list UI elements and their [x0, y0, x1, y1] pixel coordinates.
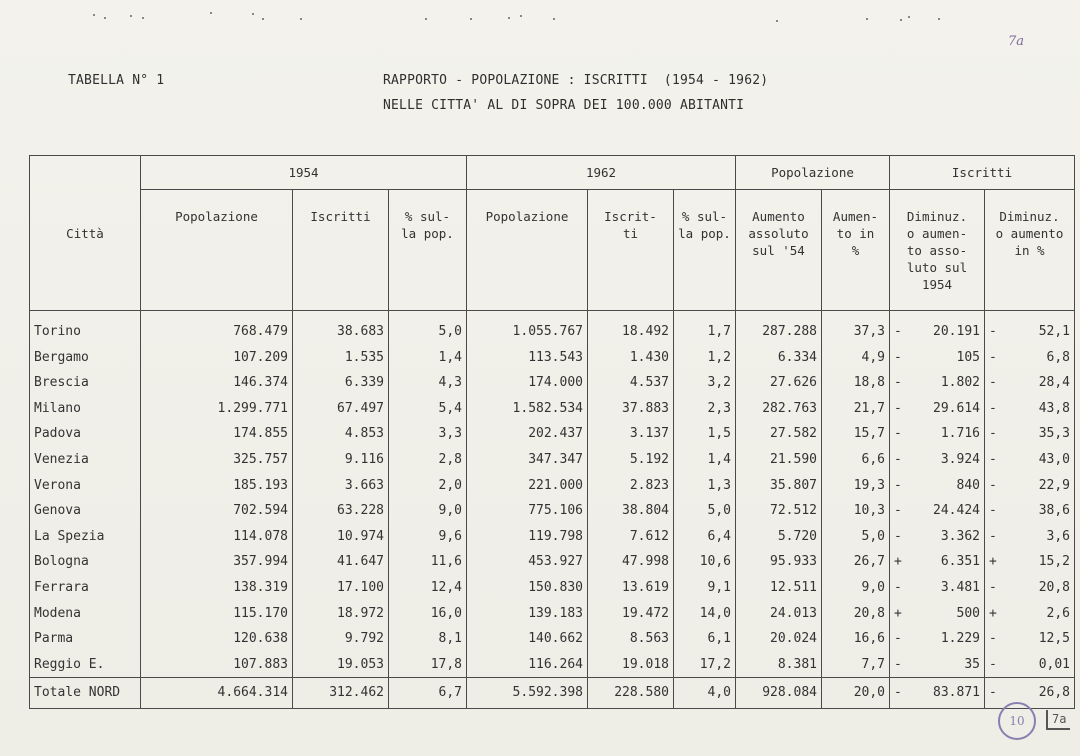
- header-diminuz-pct: Diminuz. o aumento in %: [985, 190, 1075, 311]
- cell-pct-1962: 1,3: [674, 473, 736, 499]
- sign: -: [989, 528, 997, 544]
- cell-iscr-1954: 6.339: [293, 370, 389, 396]
- cell-diminuz-assoluto: [890, 345, 985, 371]
- cell-pop-1962: 453.927: [467, 549, 588, 575]
- header-citta: Città: [30, 156, 141, 311]
- header-group-iscritti: Iscritti: [890, 156, 1075, 190]
- cell-pct-1962: 1,4: [674, 447, 736, 473]
- sign: +: [894, 554, 902, 570]
- value: 3.362: [940, 528, 980, 544]
- value: 43,0: [1038, 451, 1070, 467]
- cell-aumento-pct: 16,6: [822, 626, 890, 652]
- sign: -: [989, 477, 997, 493]
- value: 1.229: [940, 631, 980, 647]
- cell-pop-1954: 146.374: [141, 370, 293, 396]
- sign: -: [989, 349, 997, 365]
- cell-iscr-1962: 38.804: [588, 498, 674, 524]
- cell-iscr-1954: 312.462: [293, 678, 389, 709]
- cell-diminuz-pct: [985, 498, 1075, 524]
- cell-pct-1954: 5,4: [389, 396, 467, 422]
- cell-iscr-1962: 47.998: [588, 549, 674, 575]
- cell-diminuz-assoluto: [890, 473, 985, 499]
- header-pct-1954: % sul- la pop.: [389, 190, 467, 311]
- cell-iscr-1962: 37.883: [588, 396, 674, 422]
- cell-pop-1954: 120.638: [141, 626, 293, 652]
- sign: -: [989, 656, 997, 672]
- cell-pop-1962: 202.437: [467, 421, 588, 447]
- cell-iscr-1962: 3.137: [588, 421, 674, 447]
- table-row: [30, 524, 1075, 550]
- cell-pct-1962: 4,0: [674, 678, 736, 709]
- cell-pct-1954: 12,4: [389, 575, 467, 601]
- cell-pop-1962: 174.000: [467, 370, 588, 396]
- cell-iscr-1954: 38.683: [293, 311, 389, 345]
- cell-pop-1962: 1.582.534: [467, 396, 588, 422]
- cell-diminuz-pct: [985, 311, 1075, 345]
- value: 840: [956, 477, 980, 493]
- cell-iscr-1962: 18.492: [588, 311, 674, 345]
- cell-pop-1954: 107.209: [141, 345, 293, 371]
- table-row: [30, 652, 1075, 678]
- cell-pop-1954: 1.299.771: [141, 396, 293, 422]
- value: 3.481: [940, 579, 980, 595]
- cell-aumento-assoluto: 27.626: [736, 370, 822, 396]
- cell-diminuz-assoluto: [890, 652, 985, 678]
- cell-pop-1962: 1.055.767: [467, 311, 588, 345]
- cell-aumento-pct: 5,0: [822, 524, 890, 550]
- cell-pop-1962: 150.830: [467, 575, 588, 601]
- table-total-row: [30, 678, 1075, 709]
- circular-stamp: 10: [998, 702, 1036, 740]
- cell-pop-1954: 325.757: [141, 447, 293, 473]
- header-aumento-assoluto: Aumento assoluto sul '54: [736, 190, 822, 311]
- value: 24.424: [933, 503, 980, 519]
- table-row: [30, 549, 1075, 575]
- cell-aumento-assoluto: 24.013: [736, 601, 822, 627]
- sign: -: [989, 685, 997, 701]
- cell-iscr-1962: 4.537: [588, 370, 674, 396]
- cell-aumento-assoluto: 27.582: [736, 421, 822, 447]
- sign: -: [894, 349, 902, 365]
- cell-aumento-pct: 18,8: [822, 370, 890, 396]
- cell-pop-1962: 139.183: [467, 601, 588, 627]
- cell-pct-1954: 2,8: [389, 447, 467, 473]
- cell-pct-1962: 2,3: [674, 396, 736, 422]
- cell-diminuz-pct: [985, 473, 1075, 499]
- table-row: [30, 370, 1075, 396]
- cell-iscr-1954: 9.792: [293, 626, 389, 652]
- cell-pop-1954: 357.994: [141, 549, 293, 575]
- cell-iscr-1954: 19.053: [293, 652, 389, 678]
- value: 83.871: [933, 685, 980, 701]
- value: 20,8: [1038, 579, 1070, 595]
- header-group-popolazione: Popolazione: [736, 156, 890, 190]
- cell-iscr-1954: 67.497: [293, 396, 389, 422]
- cell-aumento-assoluto: 8.381: [736, 652, 822, 678]
- cell-city: Bergamo: [30, 345, 141, 371]
- cell-diminuz-pct: [985, 524, 1075, 550]
- cell-city: Torino: [30, 311, 141, 345]
- cell-iscr-1954: 10.974: [293, 524, 389, 550]
- cell-pct-1962: 3,2: [674, 370, 736, 396]
- sign: -: [894, 656, 902, 672]
- cell-pop-1954: 4.664.314: [141, 678, 293, 709]
- cell-pop-1954: 114.078: [141, 524, 293, 550]
- cell-pop-1954: 768.479: [141, 311, 293, 345]
- cell-aumento-pct: 19,3: [822, 473, 890, 499]
- cell-pct-1954: 16,0: [389, 601, 467, 627]
- cell-diminuz-assoluto: [890, 549, 985, 575]
- cell-city: Totale NORD: [30, 678, 141, 709]
- cell-aumento-assoluto: 287.288: [736, 311, 822, 345]
- cell-city: Modena: [30, 601, 141, 627]
- cell-city: Reggio E.: [30, 652, 141, 678]
- cell-city: Brescia: [30, 370, 141, 396]
- cell-pop-1954: 185.193: [141, 473, 293, 499]
- cell-aumento-assoluto: 95.933: [736, 549, 822, 575]
- cell-iscr-1954: 4.853: [293, 421, 389, 447]
- cell-pct-1954: 5,0: [389, 311, 467, 345]
- header-group-1954: 1954: [141, 156, 467, 190]
- cell-aumento-assoluto: 72.512: [736, 498, 822, 524]
- cell-pct-1954: 11,6: [389, 549, 467, 575]
- cell-aumento-pct: 21,7: [822, 396, 890, 422]
- cell-pct-1962: 1,7: [674, 311, 736, 345]
- sign: -: [894, 477, 902, 493]
- sign: -: [989, 324, 997, 339]
- value: 0,01: [1038, 656, 1070, 672]
- cell-iscr-1962: 8.563: [588, 626, 674, 652]
- cell-city: Padova: [30, 421, 141, 447]
- value: 28,4: [1038, 375, 1070, 391]
- cell-pop-1962: 113.543: [467, 345, 588, 371]
- sign: +: [989, 605, 997, 621]
- cell-aumento-pct: 26,7: [822, 549, 890, 575]
- sign: -: [894, 324, 902, 339]
- cell-diminuz-pct: [985, 396, 1075, 422]
- cell-diminuz-assoluto: [890, 447, 985, 473]
- cell-diminuz-pct: [985, 601, 1075, 627]
- cell-pop-1962: 775.106: [467, 498, 588, 524]
- cell-diminuz-assoluto: [890, 498, 985, 524]
- header-pop-1954: Popolazione: [141, 190, 293, 311]
- cell-city: Ferrara: [30, 575, 141, 601]
- cell-aumento-pct: 15,7: [822, 421, 890, 447]
- cell-iscr-1954: 63.228: [293, 498, 389, 524]
- cell-diminuz-pct: [985, 370, 1075, 396]
- cell-pct-1954: 9,0: [389, 498, 467, 524]
- value: 6,8: [1046, 349, 1070, 365]
- sign: -: [894, 451, 902, 467]
- sign: -: [894, 685, 902, 701]
- scan-specks: [0, 0, 1080, 30]
- sign: -: [989, 375, 997, 391]
- cell-aumento-assoluto: 12.511: [736, 575, 822, 601]
- table-body: [30, 311, 1075, 709]
- cell-pop-1962: 116.264: [467, 652, 588, 678]
- cell-aumento-pct: 10,3: [822, 498, 890, 524]
- cell-pop-1962: 347.347: [467, 447, 588, 473]
- table-row: [30, 345, 1075, 371]
- cell-aumento-assoluto: 21.590: [736, 447, 822, 473]
- cell-pct-1962: 6,4: [674, 524, 736, 550]
- value: 500: [956, 605, 980, 621]
- value: 26,8: [1038, 685, 1070, 701]
- cell-aumento-pct: 6,6: [822, 447, 890, 473]
- header-diminuz-assoluto: Diminuz. o aumen- to asso- luto sul 1954: [890, 190, 985, 311]
- cell-iscr-1962: 228.580: [588, 678, 674, 709]
- cell-pct-1954: 3,3: [389, 421, 467, 447]
- cell-pct-1962: 5,0: [674, 498, 736, 524]
- cell-aumento-pct: 7,7: [822, 652, 890, 678]
- header-pct-1962: % sul- la pop.: [674, 190, 736, 311]
- value: 52,1: [1038, 324, 1070, 339]
- cell-aumento-assoluto: 35.807: [736, 473, 822, 499]
- cell-diminuz-pct: [985, 345, 1075, 371]
- cell-aumento-assoluto: 928.084: [736, 678, 822, 709]
- value: 38,6: [1038, 503, 1070, 519]
- cell-pct-1954: 9,6: [389, 524, 467, 550]
- cell-aumento-assoluto: 282.763: [736, 396, 822, 422]
- cell-pct-1962: 1,2: [674, 345, 736, 371]
- cell-iscr-1962: 13.619: [588, 575, 674, 601]
- value: 105: [956, 349, 980, 365]
- table-row: [30, 498, 1075, 524]
- cell-city: Genova: [30, 498, 141, 524]
- cell-diminuz-assoluto: [890, 421, 985, 447]
- cell-pct-1954: 4,3: [389, 370, 467, 396]
- cell-diminuz-assoluto: [890, 601, 985, 627]
- header-iscr-1962: Iscrit- ti: [588, 190, 674, 311]
- cell-iscr-1962: 2.823: [588, 473, 674, 499]
- cell-city: Verona: [30, 473, 141, 499]
- value: 43,8: [1038, 400, 1070, 416]
- cell-diminuz-assoluto: [890, 311, 985, 345]
- cell-pct-1962: 6,1: [674, 626, 736, 652]
- sign: -: [989, 451, 997, 467]
- value: 35,3: [1038, 426, 1070, 442]
- title-line-1: RAPPORTO - POPOLAZIONE : ISCRITTI (1954 - 1962): [383, 73, 769, 88]
- sign: -: [894, 579, 902, 595]
- cell-pop-1962: 221.000: [467, 473, 588, 499]
- cell-diminuz-pct: [985, 421, 1075, 447]
- cell-city: Parma: [30, 626, 141, 652]
- value: 3,6: [1046, 528, 1070, 544]
- table-row: [30, 575, 1075, 601]
- cell-pop-1954: 702.594: [141, 498, 293, 524]
- cell-city: Venezia: [30, 447, 141, 473]
- cell-pct-1962: 9,1: [674, 575, 736, 601]
- cell-iscr-1954: 41.647: [293, 549, 389, 575]
- cell-iscr-1954: 9.116: [293, 447, 389, 473]
- cell-pct-1954: 2,0: [389, 473, 467, 499]
- cell-city: Milano: [30, 396, 141, 422]
- table-row: [30, 626, 1075, 652]
- cell-diminuz-pct: [985, 549, 1075, 575]
- cell-diminuz-assoluto: [890, 524, 985, 550]
- cell-iscr-1962: 19.472: [588, 601, 674, 627]
- value: 15,2: [1038, 554, 1070, 570]
- sign: -: [894, 375, 902, 391]
- cell-pct-1962: 17,2: [674, 652, 736, 678]
- cell-diminuz-pct: [985, 626, 1075, 652]
- table-label: TABELLA N° 1: [68, 73, 165, 88]
- table-row: [30, 311, 1075, 345]
- cell-pop-1954: 107.883: [141, 652, 293, 678]
- cell-pct-1954: 6,7: [389, 678, 467, 709]
- value: 1.802: [940, 375, 980, 391]
- sign: -: [989, 579, 997, 595]
- cell-diminuz-pct: [985, 575, 1075, 601]
- header-iscr-1954: Iscritti: [293, 190, 389, 311]
- cell-pop-1954: 115.170: [141, 601, 293, 627]
- cell-diminuz-pct: [985, 678, 1075, 709]
- cell-aumento-pct: 20,8: [822, 601, 890, 627]
- handwritten-page-note: 7a: [1008, 34, 1025, 49]
- value: 35: [964, 656, 980, 672]
- cell-city: La Spezia: [30, 524, 141, 550]
- cell-pct-1962: 10,6: [674, 549, 736, 575]
- cell-pct-1954: 17,8: [389, 652, 467, 678]
- cell-pop-1962: 119.798: [467, 524, 588, 550]
- cell-aumento-pct: 4,9: [822, 345, 890, 371]
- cell-diminuz-assoluto: [890, 575, 985, 601]
- cell-iscr-1954: 1.535: [293, 345, 389, 371]
- cell-aumento-assoluto: 6.334: [736, 345, 822, 371]
- sign: -: [894, 631, 902, 647]
- cell-iscr-1954: 18.972: [293, 601, 389, 627]
- header-group-1962: 1962: [467, 156, 736, 190]
- value: 20.191: [933, 324, 980, 339]
- cell-diminuz-pct: [985, 447, 1075, 473]
- cell-diminuz-assoluto: [890, 626, 985, 652]
- cell-pop-1962: 140.662: [467, 626, 588, 652]
- value: 12,5: [1038, 631, 1070, 647]
- sign: -: [989, 631, 997, 647]
- cell-pop-1954: 138.319: [141, 575, 293, 601]
- value: 1.716: [940, 426, 980, 442]
- cell-diminuz-pct: [985, 652, 1075, 678]
- table-row: [30, 421, 1075, 447]
- value: 29.614: [933, 400, 980, 416]
- data-table: [29, 155, 1075, 709]
- value: 6.351: [940, 554, 980, 570]
- cell-diminuz-assoluto: [890, 678, 985, 709]
- cell-aumento-assoluto: 20.024: [736, 626, 822, 652]
- cell-aumento-pct: 20,0: [822, 678, 890, 709]
- sign: -: [989, 400, 997, 416]
- table-row: [30, 447, 1075, 473]
- cell-pct-1962: 1,5: [674, 421, 736, 447]
- cell-aumento-pct: 37,3: [822, 311, 890, 345]
- cell-pct-1954: 8,1: [389, 626, 467, 652]
- cell-iscr-1962: 1.430: [588, 345, 674, 371]
- table-row: [30, 473, 1075, 499]
- table-row: [30, 396, 1075, 422]
- cell-iscr-1962: 7.612: [588, 524, 674, 550]
- table-row: [30, 601, 1075, 627]
- sign: +: [989, 554, 997, 570]
- title-line-2: NELLE CITTA' AL DI SOPRA DEI 100.000 ABITANTI: [383, 98, 745, 113]
- sign: -: [989, 503, 997, 519]
- cell-pct-1962: 14,0: [674, 601, 736, 627]
- cell-city: Bologna: [30, 549, 141, 575]
- header-pop-1962: Popolazione: [467, 190, 588, 311]
- cell-aumento-assoluto: 5.720: [736, 524, 822, 550]
- sign: +: [894, 605, 902, 621]
- cell-aumento-pct: 9,0: [822, 575, 890, 601]
- cell-pop-1954: 174.855: [141, 421, 293, 447]
- sign: -: [894, 503, 902, 519]
- sign: -: [989, 426, 997, 442]
- value: 2,6: [1046, 605, 1070, 621]
- cell-iscr-1962: 19.018: [588, 652, 674, 678]
- cell-pct-1954: 1,4: [389, 345, 467, 371]
- sign: -: [894, 400, 902, 416]
- value: 3.924: [940, 451, 980, 467]
- sign: -: [894, 528, 902, 544]
- sign: -: [894, 426, 902, 442]
- header-aumento-pct: Aumen- to in %: [822, 190, 890, 311]
- cell-iscr-1954: 3.663: [293, 473, 389, 499]
- cell-diminuz-assoluto: [890, 370, 985, 396]
- cell-pop-1962: 5.592.398: [467, 678, 588, 709]
- cell-diminuz-assoluto: [890, 396, 985, 422]
- cell-iscr-1954: 17.100: [293, 575, 389, 601]
- cell-iscr-1962: 5.192: [588, 447, 674, 473]
- value: 22,9: [1038, 477, 1070, 493]
- corner-mark: 7a: [1046, 710, 1070, 730]
